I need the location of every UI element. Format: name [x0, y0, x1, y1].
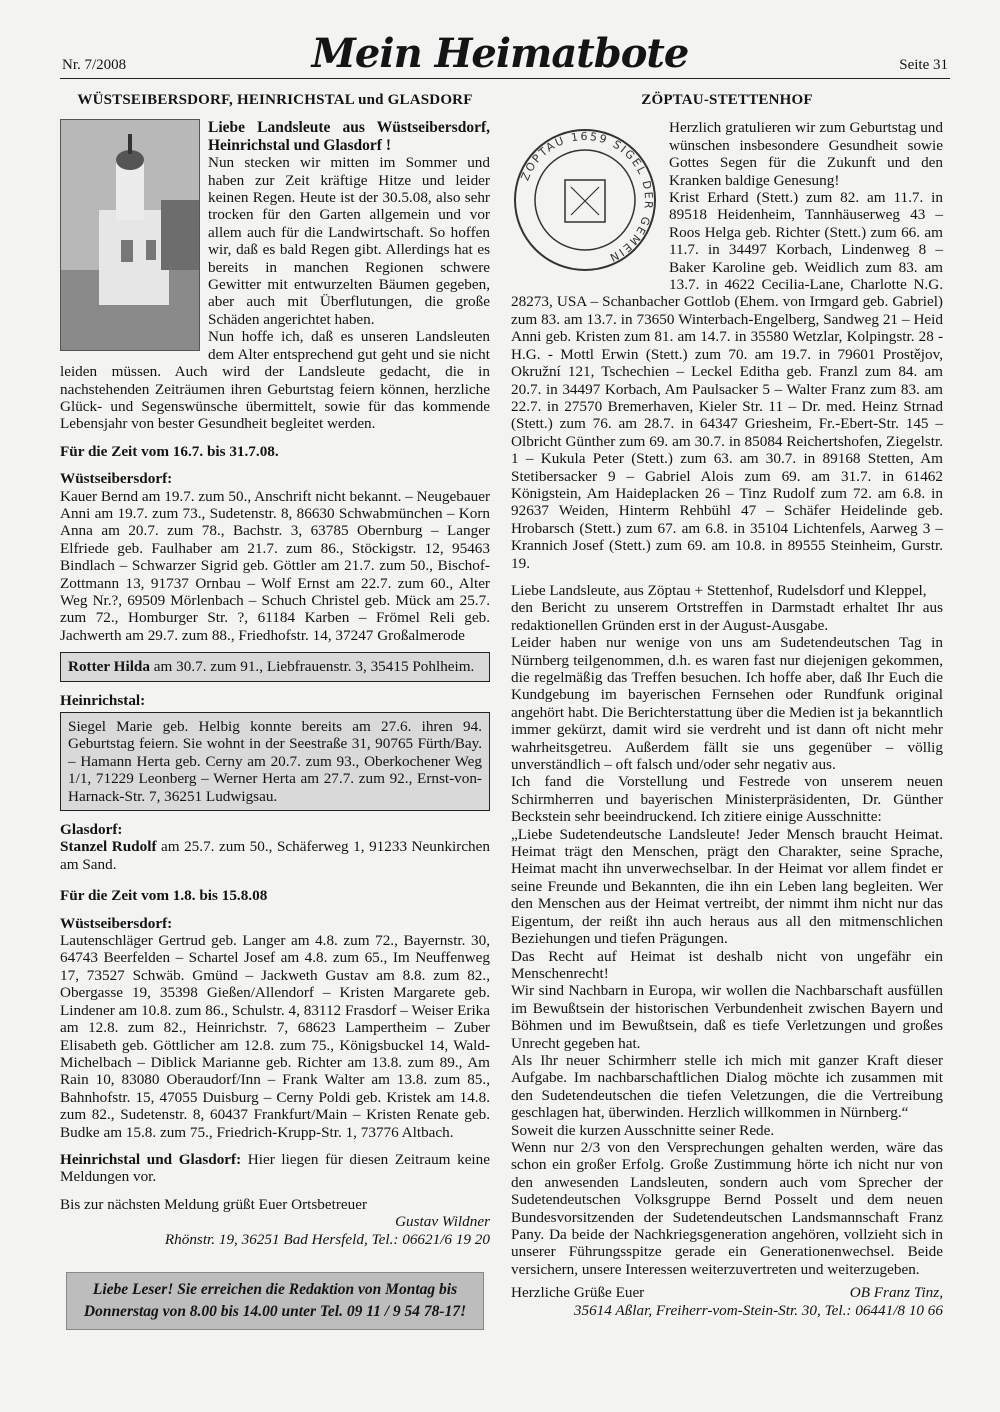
right-closing: [511, 1284, 943, 1301]
left-intro-text: Nun stecken wir mitten im Sommer und haben zur Zeit kräftige Hitze und leider keinen Regen. Heute ist der 30.5.08, also sehr trocken für den Garten allgemein und vor allem auch für die Landwirtschaft. So hoffen wir, daß es bald Regen gibt. Allerdings hat es bereits in manchen Regionen schwere Gewitter mit entwurzelten Bäumen gegeben, aber auch mit Überflutungen, die große Schäden angerichtet haben.: [208, 154, 490, 328]
period1-heading: Für die Zeit vom 16.7. bis 31.7.08.: [60, 442, 279, 460]
masthead-logo: Mein Heimatbote: [311, 30, 689, 77]
ws2-birthdays: Lautenschläger Gertrud geb. Langer am 4.8. zum 72., Bayernstr. 30, 64743 Beerfelden – Schartel Josef am 4.8. zum 65., Im Neuffenweg 17, 73527 Schwäb. Gmünd – Jackweth Gustav am 8.8. zum 82., Obergasse 19, 35398 Gießen/Allendorf – Kristen Margarete geb. Lindener am 10.8. zum 86., Schulstr. 4, 83112 Frasdorf – Weiser Erika am 12.8. zum 82., Heinrichstr. 7, 68623 Lampertheim – Zuber Elisabeth geb. Göttlicher am 12.8. zum 75., Königsbuckel 14, Wald-Michelbach – Diblick Marianne geb. Richter am 13.8. zum 89., Am Rain 10, 83080 Oberaudorf/Inn – Frank Walter am 13.8. zum 85., Bahnhofstr. 15, 47055 Duisburg – Cerny Poldi geb. Kristek am 14.8. zum 82., Sudetenstr. 8, 60437 Frankfurt/Main – Kristen Renate geb. Budke am 15.8. zum 75., Friedrich-Krupp-Str. 1, 73776 Altbach.: [60, 932, 490, 1141]
hg-entry: [60, 1151, 490, 1186]
ws2-heading: Wüstseibersdorf:: [60, 914, 173, 932]
right-intro: Herzlich gratulieren wir zum Geburtstag und wünschen insbesondere Gesundheit sowie Gottes Segen für die Zukunft und den Kranken baldige Genesung!: [669, 119, 943, 189]
right-birthdays: Krist Erhard (Stett.) zum 82. am 11.7. in 89518 Heidenheim, Tannhäuserweg 43 – Roos Helga geb. Richter (Stett.) zum 66. am 11.7. in 34497 Korbach, Lindenweg 8 – Baker Karoline geb. Weidlich zum 83. am 13.7. in 4622 Cecilia-Lane, Charlotte N.G. 28273, USA – Schanbacher Gottlob (Ehem. von Irmgard geb. Gabriel) zum 83. am 13.7. in 73650 Winterbach-Engelberg, Sandweg 21 – Heid Anni geb. Kristen zum 81. am 14.7. in 35580 Wetzlar, Kolpingstr. 28 - H.G. - Mottl Erwin (Stett.) zum 70. am 19.7. in 79601 Prostějov, Okružní 121, Tschechien – Leckel Editha geb. Franzl zum 84. am 20.7. in 34497 Korbach, Am Paulsacker 5 – Walter Franz zum 83. am 22.7. in 27570 Bremerhaven, Kieler Str. 11 – Dr. med. Heinz Strnad (Stett.) zum 76. am 28.7. in 64347 Griesheim, Fr.-Ebert-Str. 145 – Olbricht Günther zum 69. am 30.7. in 85084 Reichertshofen, Ziegelstr. 1 – Kukula Peter (Stett.) zum 63. am 30.7. in 89168 Stetten, Am Stetibersacker 9 – Gabriel Alois zum 69. am 31.7. in 61462 Königstein, Am Haideplacken 26 – Tinz Rudolf zum 72. am 6.8. in 92637 Weiden, Hinterm Rehbühl 47 – Schäfer Heidelinde geb. Hrobarsch (Stett.) zum 67. am 6.8. in 35104 Lichtenfels, Aarweg 3 – Krannich Josef (Stett.) zum 69. am 10.8. in 89555 Steinheim, Gurstr. 19.: [511, 189, 943, 572]
heinrichstal-box: [60, 712, 490, 811]
left-section-title: WÜSTSEIBERSDORF, HEINRICHSTAL und GLASDORF: [77, 92, 473, 108]
right-sign-address: 35614 Aßlar, Freiherr-vom-Stein-Str. 30, Tel.: 06441/8 10 66: [573, 1301, 943, 1319]
left-closing: Bis zur nächsten Meldung grüßt Euer Ortsbetreuer: [60, 1195, 368, 1213]
box2-text: Siegel Marie geb. Helbig konnte bereits am 27.6. ihren 94. Geburtstag feiern. Sie wohnt in der Seestraße 31, 90765 Fürth/Bay. – Hamann Herta geb. Cerny am 20.7. zum 93., Oberkochener Weg 1/1, 71229 Leonberg – Werner Herta am 27.7. zum 92., Ernst-von-Harnack-Str. 7, 36251 Ludwigsau.: [68, 718, 482, 805]
left-column: [60, 88, 490, 1330]
left-sign-address: Rhönstr. 19, 36251 Bad Hersfeld, Tel.: 06621/6 19 20: [164, 1230, 490, 1248]
right-p1: Liebe Landsleute, aus Zöptau + Stettenhof, Rudelsdorf und Kleppel,: [511, 581, 927, 599]
header-rule: [60, 78, 950, 79]
gd-heading: Glasdorf:: [60, 821, 123, 839]
rotter-box: [60, 652, 490, 681]
hg-text: Hier liegen für diesen Zeitraum keine Meldungen vor.: [60, 1150, 490, 1186]
right-p4: Ich fand die Vorstellung und Festrede von unserem neuen Schirmherren und bayerischen Ministerpräsidenten, Dr. Günther Beckstein sehr beeindruckend. Ich zitiere einige Ausschnitte:: [511, 773, 943, 826]
page-number: Seite 31: [899, 57, 948, 73]
gd-entry: [60, 838, 490, 873]
right-p10: Wenn nur 2/3 von den Versprechungen gehalten werden, wäre das schon ein großer Erfolg. Große Zustimmung hörte ich nicht nur von den anwesenden Landsleuten, sondern auch vom Sprecher der Sudetendeutschen Volksgruppe Bernd Posselt und dem neuen Bundesvorsitzenden der Sudetendeutschen Landsmannschaft Franz Pany. Da beide der Nachkriegsgeneration angehören, vollzieht sich in unserer Führungsspitze gerade ein Generationenwechsel. Beide versichern, unsere Interessen weiterzuvertreten und weiterzugeben.: [511, 1138, 943, 1278]
gd-text: am 25.7. zum 50., Schäferweg 1, 91233 Neunkirchen am Sand.: [60, 838, 490, 873]
left-sign-name: Gustav Wildner: [395, 1213, 490, 1231]
ws1-birthdays: Kauer Bernd am 19.7. zum 50., Anschrift nicht bekannt. – Neugebauer Anni am 19.7. zum 73., Sudetenstr. 8, 86630 Schwabmünchen – Korn Anna am 20.7. zum 78., Bachstr. 3, 63785 Obernburg – Langer Elfriede geb. Faulhaber am 21.7. zum 86., Stöckigstr. 12, 95463 Bindlach – Schwarzer Sigrid geb. Göttler am 21.7. zum 50., Bischof-Zottmann 13, 91737 Ornbau – Wolf Ernst am 22.7. zum 60., Alter Weg Nr.?, 69509 Mörlenbach – Schuch Christel geb. Mück am 25.7. zum 72., Homburger Str. ?, 61184 Karben – Frömel Reli geb. Jachwerth am 29.7. zum 88., Friedhofstr. 14, 37247 Großalmerode: [60, 487, 490, 644]
right-p3: Leider haben nur wenige von uns am Sudetendeutschen Tag in Nürnberg teilgenommen, d.h. es waren fast nur diejenigen gekommen, die regelmäßig das Treffen besuchen. Ich hoffe aber, daß Ihr Euch die Kundgebung im bayerischen Fernsehen oder Rundfunk original angehört habt. Die Berichterstattung über die Medien ist ja bekanntlich immer gekürzt, damit wird sie verdreht und ist dann oft nicht mehr wahrheitsgetreu. Außerdem fällt sie uns gegenüber – völlig unverständlich – oft falsch und/oder sehr negativ aus.: [511, 634, 943, 774]
right-section-title: ZÖPTAU-STETTENHOF: [641, 92, 813, 108]
right-column: [511, 88, 943, 1319]
hs-heading: Heinrichstal:: [60, 691, 146, 709]
editor-notice: Liebe Leser! Sie erreichen die Redaktion von Montag bis Donnerstag von 8.00 bis 14.00 unter Tel. 09 11 / 9 54 78-17!: [66, 1272, 484, 1330]
right-p2: den Bericht zu unserem Ortstreffen in Darmstadt erhaltet Ihr aus redaktionellen Gründen erst in der August-Ausgabe.: [511, 599, 943, 634]
right-p9: Soweit die kurzen Ausschnitte seiner Rede.: [511, 1121, 775, 1139]
gd-name: Stanzel Rudolf: [60, 838, 157, 856]
church-photo: [60, 119, 200, 351]
period2-heading: Für die Zeit vom 1.8. bis 15.8.08: [60, 887, 268, 905]
left-para2: Nun hoffe ich, daß es unseren Landsleuten dem Alter entsprechend gut geht und sie nicht leiden müssen. Auch wird der Landsleute gedacht, die in nachstehenden Zeiträumen ihren Geburtstag feiern können, herzliche Glück- und Segenswünsche übermittelt, sowie für das kommende Lebensjahr von bester Gesundheit begleitet werden.: [60, 328, 490, 433]
right-p8: Als Ihr neuer Schirmherr stelle ich mich mit ganzer Kraft dieser Aufgabe. Im nachbarschaftlichen Dialog möchte ich zusammen mit den Sudetendeutschen die tiefen Veletzungen, die die Vertreibung geschlagen hat, überwinden. Herzlich willkommen in Nürnberg.“: [511, 1051, 943, 1122]
right-p6: Das Recht auf Heimat ist deshalb nicht von ungefähr ein Menschenrecht!: [511, 947, 943, 982]
right-p5: „Liebe Sudetendeutsche Landsleute! Jeder Mensch braucht Heimat. Heimat trägt den Menschen, prägt den Charakter, seine Sprache, Heimat macht ihn unverwechselbar. In der Heimat vor allem findet er seine Freunde und Bekannten, die ihn ein Leben lang begleiten. Wer den Menschen aus der Heimat vertreibt, der nimmt ihm nicht nur das Eigentum, der reißt ihn auch heraus aus all den mitmenschlichen Beziehungen und tiefen Prägungen.: [511, 825, 943, 948]
right-greeting: Herzliche Grüße Euer: [511, 1284, 645, 1302]
left-intro-heading: Liebe Landsleute aus Wüstseibersdorf, Heinrichstal und Glasdorf !: [208, 119, 490, 154]
box1-name: Rotter Hilda: [68, 658, 150, 676]
right-p7: Wir sind Nachbarn in Europa, wir wollen die Nachbarschaft ausfüllen im Bewußtsein der historischen Verbundenheit zwischen Bayern und Böhmen und im Bewußtsein, daß es tiefe Verletzungen und großes Unrecht gegeben hat.: [511, 982, 943, 1052]
issue-number: Nr. 7/2008: [62, 57, 127, 73]
seal-lettering: ZÖPTAU 1659 SIGEL DER GEMEIN: [518, 130, 656, 266]
hg-heading: Heinrichstal und Glasdorf:: [60, 1150, 242, 1168]
box1-text: am 30.7. zum 91., Liebfrauenstr. 3, 35415 Pohlheim.: [149, 658, 475, 676]
municipal-seal: [511, 125, 659, 275]
right-sign-name: OB Franz Tinz,: [849, 1284, 943, 1302]
ws1-heading: Wüstseibersdorf:: [60, 470, 173, 488]
